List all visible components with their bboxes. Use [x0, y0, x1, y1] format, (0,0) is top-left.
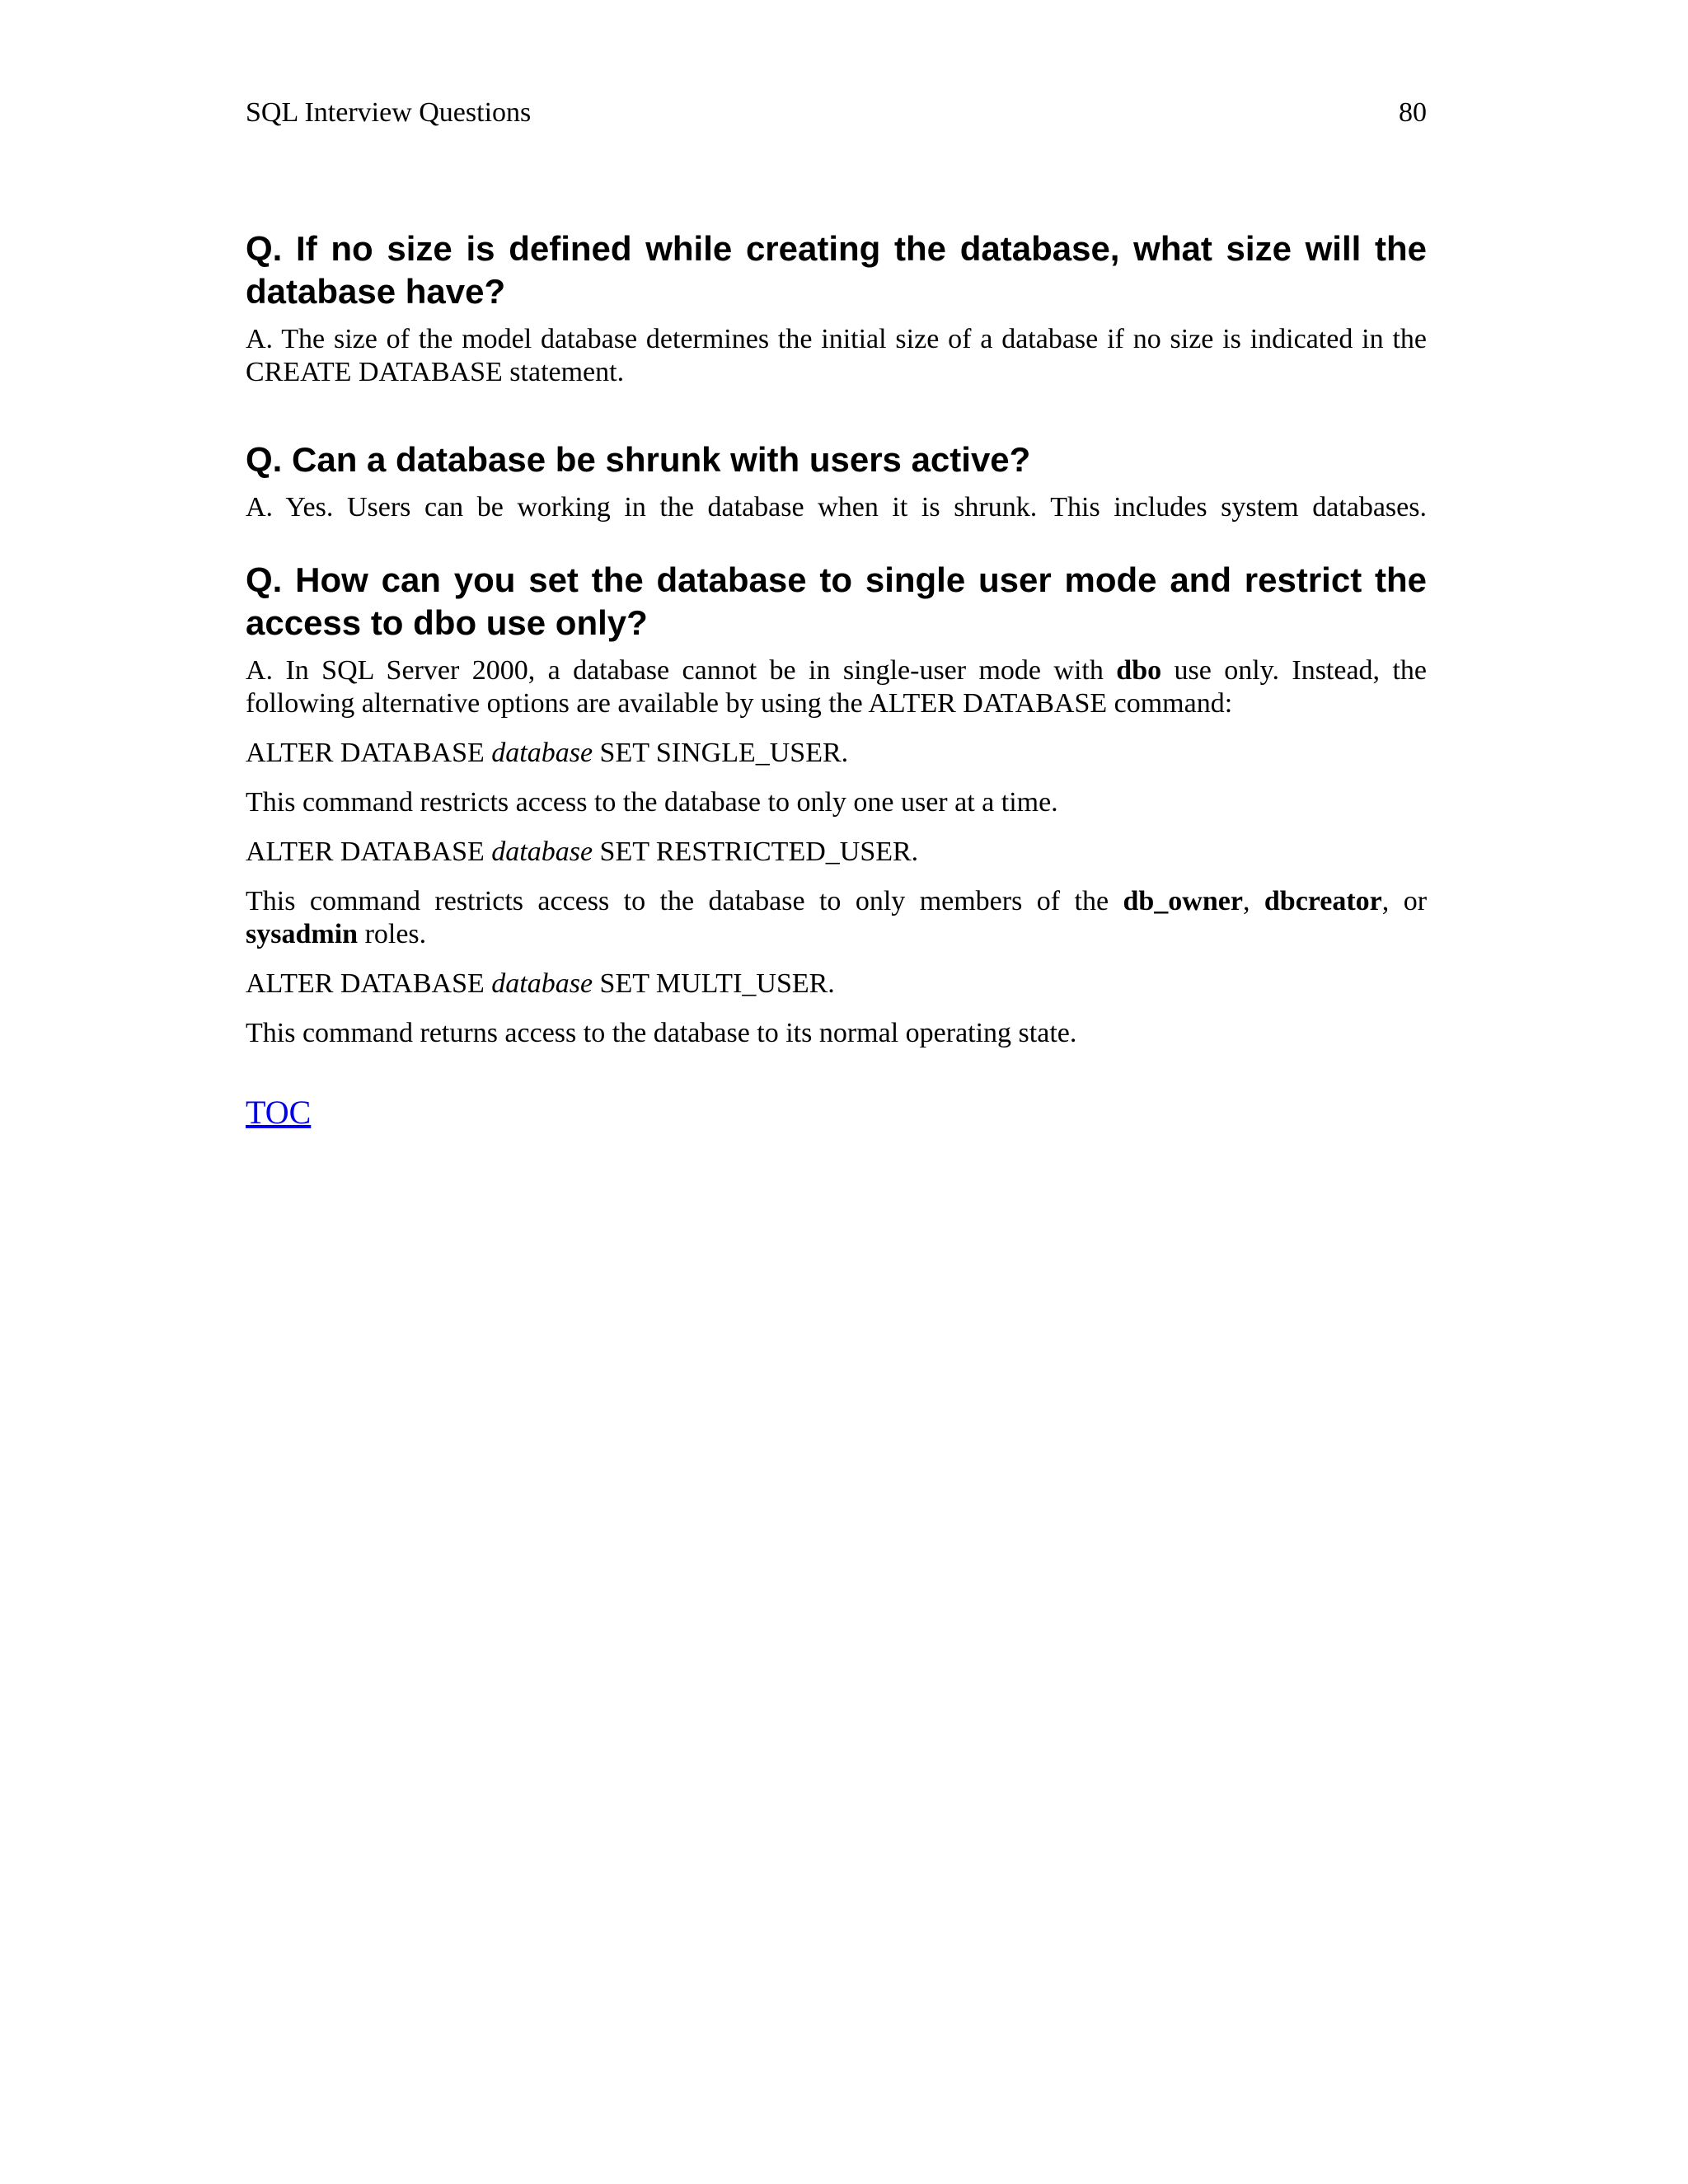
command-prefix: ALTER DATABASE [246, 968, 492, 999]
answer-2: A. Yes. Users can be working in the database when it is shrunk. This includes system databases. [246, 492, 1427, 523]
question-3: Q. How can you set the database to single user mode and restrict the access to dbo use only? [246, 560, 1427, 642]
command-suffix: SET MULTI_USER. [593, 968, 835, 999]
description-text: This command restricts access to the database to only members of the [246, 886, 1123, 916]
role-sysadmin: sysadmin [246, 919, 359, 949]
toc-link[interactable]: TOC [246, 1094, 312, 1131]
role-dbcreator: dbcreator [1264, 886, 1382, 916]
answer-3-dbo: dbo [1116, 655, 1162, 686]
command-multi-user [246, 968, 1427, 1001]
separator: , or [1381, 886, 1428, 916]
command-prefix: ALTER DATABASE [246, 738, 492, 768]
command-multi-user-description: This command returns access to the database to its normal operating state. [246, 1018, 1077, 1048]
command-italic-database: database [491, 968, 593, 999]
command-suffix: SET RESTRICTED_USER. [593, 837, 919, 867]
description-text: roles. [358, 919, 427, 949]
command-italic-database: database [491, 837, 593, 867]
command-single-user [246, 737, 1427, 770]
answer-1: A. The size of the model database determines the initial size of a database if no size is indicated in the CREATE DATABASE statement. [246, 324, 1427, 387]
running-header [246, 97, 1427, 137]
command-italic-database: database [491, 738, 593, 768]
command-restricted-user [246, 836, 1427, 869]
header-title: SQL Interview Questions [246, 97, 532, 128]
answer-3-text-b: use only. Instead, the following alternative options are available by using the ALTER DATABASE command: [246, 655, 1427, 719]
command-single-user-description: This command restricts access to the database to only one user at a time. [246, 787, 1058, 818]
separator: , [1242, 886, 1264, 916]
answer-3 [246, 654, 1427, 720]
role-db-owner: db_owner [1123, 886, 1243, 916]
question-1: Q. If no size is defined while creating the database, what size will the database have? [246, 229, 1427, 311]
answer-3-text-a: A. In SQL Server 2000, a database cannot be in single-user mode with [246, 655, 1117, 686]
command-prefix: ALTER DATABASE [246, 837, 492, 867]
command-restricted-user-description [246, 885, 1427, 951]
question-2: Q. Can a database be shrunk with users active? [246, 440, 1031, 479]
page-content [246, 227, 1427, 1132]
command-suffix: SET SINGLE_USER. [593, 738, 849, 768]
page-number: 80 [1399, 97, 1427, 128]
